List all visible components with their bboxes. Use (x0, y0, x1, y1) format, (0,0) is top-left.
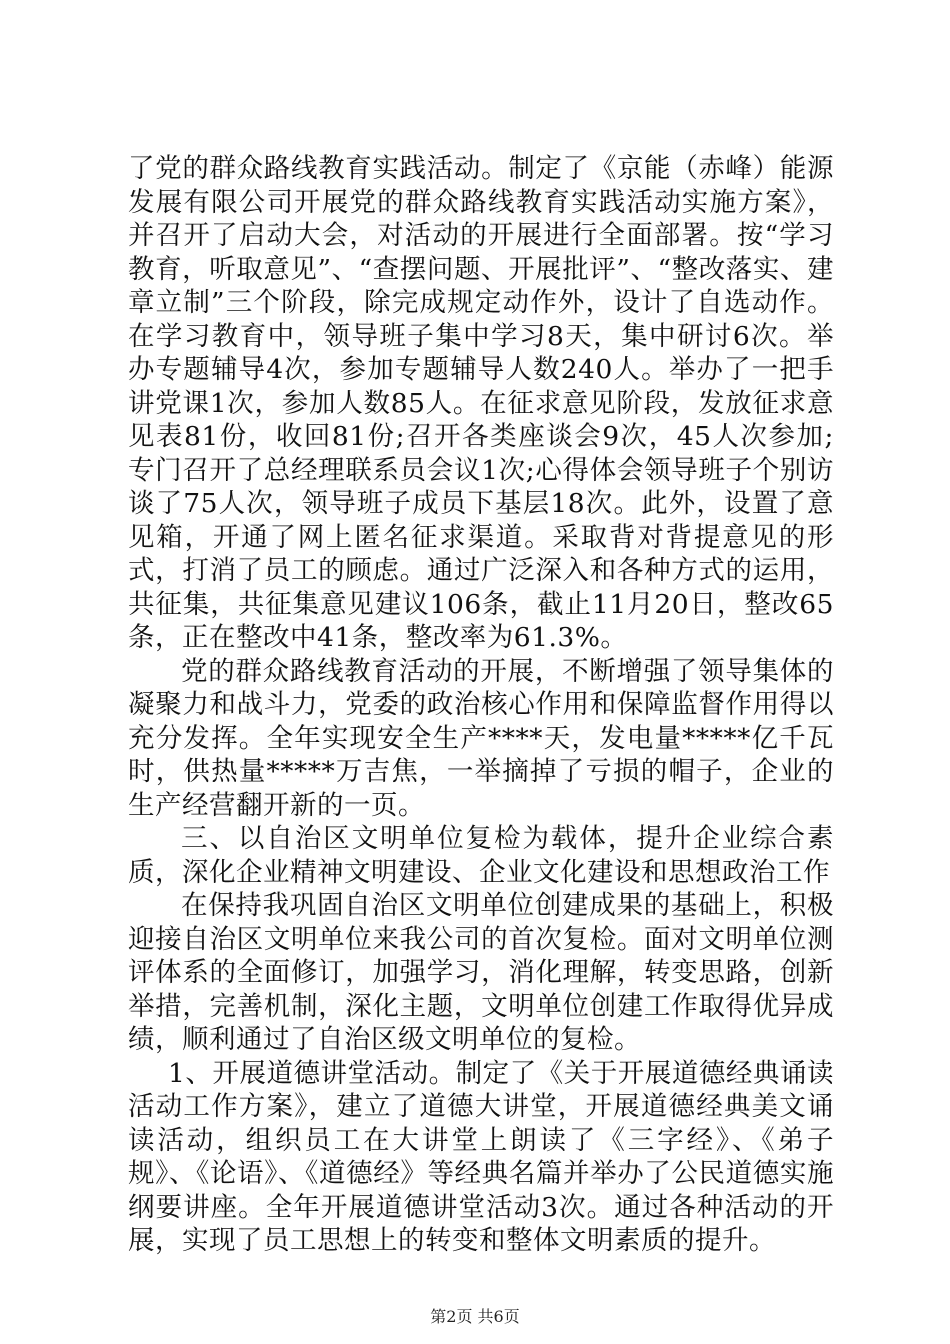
body-paragraph-2: 党的群众路线教育活动的开展，不断增强了领导集体的凝聚力和战斗力，党委的政治核心作用和保障监督作用得以充分发挥。全年实现安全生产****天，发电量*****亿千瓦时，供热量*****万吉焦，一举摘掉了亏损的帽子，企业的生产经营翻开新的一页。 (128, 655, 834, 821)
body-paragraph-3: 在保持我巩固自治区文明单位创建成果的基础上，积极迎接自治区文明单位来我公司的首次复检。面对文明单位测评体系的全面修订，加强学习，消化理解，转变思路，创新举措，完善机制，深化主题，文明单位创建工作取得优异成绩，顺利通过了自治区级文明单位的复检。 (128, 890, 834, 1055)
body-paragraph-1: 了党的群众路线教育实践活动。制定了《京能（赤峰）能源发展有限公司开展党的群众路线教育实践活动实施方案》，并召开了启动大会，对活动的开展进行全面部署。按“学习教育，听取意见”、“查摆问题、开展批评”、“整改落实、建章立制”三个阶段，除完成规定动作外，设计了自选动作。在学习教育中，领导班子集中学习8天，集中研讨6次。举办专题辅导4次，参加专题辅导人数240人。举办了一把手讲党课1次，参加人数85人。在征求意见阶段，发放征求意见表81份，收回81份;召开各类座谈会9次，45人次参加;专门召开了总经理联系员会议1次;心得体会领导班子个别访谈了75人次，领导班子成员下基层18次。此外，设置了意见箱，开通了网上匿名征求渠道。采取背对背提意见的形式，打消了员工的顾虑。通过广泛深入和各种方式的运用，共征集，共征集意见建议106条，截止11月20日，整改65条，正在整改中41条，整改率为61.3%。 (128, 153, 834, 653)
body-paragraph-4: 1、开展道德讲堂活动。制定了《关于开展道德经典诵读活动工作方案》，建立了道德大讲堂，开展道德经典美文诵读活动，组织员工在大讲堂上朗读了《三字经》、《弟子规》、《论语》、《道德经》等经典名篇并举办了公民道德实施纲要讲座。全年开展道德讲堂活动3次。通过各种活动的开展，实现了员工思想上的转变和整体文明素质的提升。 (128, 1057, 834, 1256)
document-body (128, 152, 834, 1258)
section-heading: 三、以自治区文明单位复检为载体，提升企业综合素质，深化企业精神文明建设、企业文化建设和思想政治工作 (128, 823, 834, 888)
page-number-footer: 第2页 共6页 (430, 1307, 520, 1326)
